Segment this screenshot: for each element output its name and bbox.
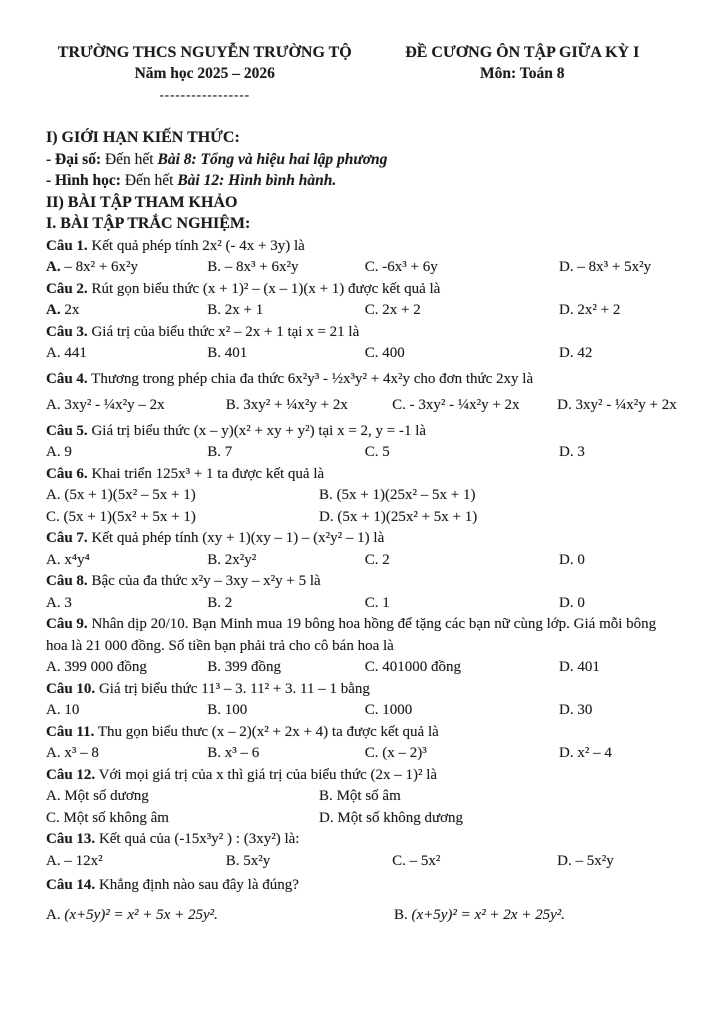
option-a [46, 657, 207, 679]
question-2 [46, 279, 681, 322]
option-c-text: 1000 [378, 702, 413, 718]
section2-heading: II) BÀI TẬP THAM KHẢO [46, 193, 238, 211]
option-c-text: 2x + 2 [378, 302, 421, 318]
option-c-text: -6x³ + 6y [378, 259, 438, 275]
option-a-letter: A. [46, 397, 61, 413]
option-a-text: – 8x² + 6x²y [60, 259, 139, 275]
question-4-label: Câu 4. [46, 370, 88, 387]
option-a [46, 905, 394, 927]
option-b-text: Một số âm [332, 788, 401, 804]
option-a [46, 300, 207, 322]
question-10 [46, 679, 681, 722]
geometry-label: - Hình học: [46, 172, 121, 189]
question-9-stem [46, 614, 681, 657]
question-7-text: Kết quả phép tính (xy + 1)(xy – 1) – (x²y² – 1) là [87, 530, 385, 546]
option-c-letter: C. [364, 551, 379, 568]
option-d [557, 851, 681, 873]
option-a-letter: A. [46, 745, 61, 761]
option-c [46, 808, 319, 830]
question-13-options [46, 851, 681, 873]
option-d [319, 507, 681, 529]
option-c-letter: C. [364, 345, 379, 361]
question-12-stem [46, 765, 681, 787]
option-d-letter: D. [319, 809, 334, 826]
option-a [46, 743, 207, 765]
question-6-options [46, 485, 681, 528]
option-b [207, 300, 364, 322]
option-c-letter: C. [364, 702, 379, 718]
question-2-text: Rút gọn biểu thức (x + 1)² – (x – 1)(x + 1) được kết quả là [87, 280, 441, 297]
option-d-letter: D. [559, 444, 574, 460]
option-d-letter: D. [559, 594, 574, 611]
option-a-text: (x+5y)² = x² + 5x + 25y². [60, 906, 218, 923]
option-a [46, 786, 319, 808]
option-a-text: 399 000 đồng [60, 659, 147, 675]
question-5-options [46, 442, 681, 464]
option-b-letter: B. [207, 444, 222, 460]
question-list [46, 236, 681, 927]
question-1-options [46, 257, 681, 279]
question-6 [46, 464, 681, 529]
option-b-letter: B. [207, 345, 222, 361]
option-c-letter: C. [364, 659, 379, 675]
option-d-text: 3xy² - ¼x²y + 2x [571, 397, 677, 413]
option-d-text: x² – 4 [573, 745, 612, 761]
question-5-stem [46, 421, 681, 443]
option-c [365, 657, 559, 679]
question-14-label: Câu 14. [46, 877, 96, 893]
option-a [46, 550, 207, 572]
question-9-text: Nhân dịp 20/10. Bạn Minh mua 19 bông hoa hồng để tặng các bạn nữ cùng lớp. Giá mỗi bông hoa là 21 000 đồng. Số tiền bạn phải trả cho cô bán hoa là [46, 616, 657, 654]
option-a-text: (5x + 1)(5x² – 5x + 1) [60, 487, 196, 503]
option-a-letter: A. [46, 487, 61, 503]
option-b-letter: B. [207, 302, 222, 318]
question-12-options [46, 786, 681, 829]
question-5-label: Câu 5. [46, 422, 88, 439]
question-5-text: Giá trị biểu thức (x – y)(x² + xy + y²) tại x = 2, y = -1 là [87, 422, 427, 439]
option-c-text: - 3xy² - ¼x²y + 2x [405, 397, 520, 413]
option-d-letter: D. [559, 702, 574, 718]
option-a-letter: A. [46, 345, 61, 361]
option-b-letter: B. [207, 594, 222, 611]
question-14-stem [46, 872, 681, 897]
option-b [207, 343, 364, 365]
question-1-label: Câu 1. [46, 237, 88, 254]
document-header [46, 42, 681, 105]
option-d-letter: D. [319, 508, 334, 525]
question-3-stem [46, 322, 681, 344]
algebra-mid: Đến hết [101, 150, 158, 168]
option-c [46, 507, 319, 529]
subject-line: Môn: Toán 8 [480, 65, 565, 82]
option-d [559, 550, 681, 572]
option-c-text: 2 [378, 551, 390, 568]
option-c-text: – 5x² [405, 852, 441, 869]
question-11-label: Câu 11. [46, 723, 95, 740]
option-d-text: 0 [573, 551, 585, 568]
option-c [365, 700, 559, 722]
question-10-options [46, 700, 681, 722]
option-d-letter: D. [557, 397, 572, 413]
question-10-label: Câu 10. [46, 680, 96, 697]
option-a-letter: A. [46, 702, 61, 718]
limit-heading: I) GIỚI HẠN KIẾN THỨC: [46, 129, 240, 146]
option-b-text: 2 [221, 594, 233, 611]
option-c [365, 550, 559, 572]
option-b-letter: B. [207, 659, 222, 675]
option-a-letter: A. [46, 551, 61, 568]
algebra-scope-line [46, 149, 681, 171]
question-13-label: Câu 13. [46, 831, 96, 847]
option-a [46, 257, 207, 279]
option-a-text: x⁴y⁴ [60, 551, 90, 568]
question-3-options [46, 343, 681, 365]
option-d-letter: D. [559, 259, 574, 275]
option-b-letter: B. [319, 487, 333, 503]
option-a-letter: A. [46, 259, 61, 275]
option-a-text: x³ – 8 [60, 745, 99, 761]
option-c [392, 395, 557, 417]
option-a [46, 593, 207, 615]
question-4-text: Thương trong phép chia đa thức 6x²y³ - ½x³y² + 4x²y cho đơn thức 2xy là [87, 370, 534, 387]
option-b [207, 257, 364, 279]
question-8-stem [46, 571, 681, 593]
question-12 [46, 765, 681, 830]
algebra-label: - Đại số: [46, 150, 102, 168]
option-d-letter: D. [559, 551, 574, 568]
option-d-text: 0 [573, 594, 585, 611]
option-b-letter: B. [319, 788, 333, 804]
option-c-letter: C. [364, 745, 379, 761]
header-school-block [46, 42, 364, 105]
option-b-text: 5x²y [239, 852, 271, 869]
option-b-text: (5x + 1)(25x² – 5x + 1) [332, 487, 476, 503]
option-c [392, 851, 557, 873]
question-13-text: Kết quả của (-15x³y² ) : (3xy²) là: [95, 831, 300, 847]
option-d [319, 808, 681, 830]
question-8-label: Câu 8. [46, 573, 88, 589]
option-a-text: 9 [60, 444, 72, 460]
question-11-text: Thu gọn biểu thưc (x – 2)(x² + 2x + 4) ta được kết quả là [94, 723, 439, 740]
option-d-text: 401 [573, 659, 600, 675]
geometry-scope-line [46, 170, 681, 192]
option-b-text: 2x + 1 [221, 302, 264, 318]
option-d-text: Một số không dương [333, 809, 464, 826]
option-d-text: 42 [573, 345, 593, 361]
option-c-text: 400 [378, 345, 405, 361]
option-d [559, 743, 681, 765]
option-b-letter: B. [225, 852, 240, 869]
option-a-letter: A. [46, 659, 61, 675]
question-14-text: Khẳng định nào sau đây là đúng? [95, 877, 299, 893]
question-2-stem [46, 279, 681, 301]
header-title-block [364, 42, 682, 105]
question-3 [46, 322, 681, 365]
question-12-label: Câu 12. [46, 766, 96, 783]
option-d [559, 442, 681, 464]
option-d-text: (5x + 1)(25x² + 5x + 1) [333, 508, 478, 525]
option-a [46, 485, 319, 507]
option-c [365, 343, 559, 365]
option-d [559, 300, 681, 322]
option-c-letter: C. [46, 809, 60, 826]
option-c [365, 442, 559, 464]
question-9-options [46, 657, 681, 679]
option-b-text: x³ – 6 [221, 745, 260, 761]
option-d-text: 30 [573, 702, 593, 718]
question-14 [46, 872, 681, 926]
option-b [319, 485, 681, 507]
question-9-label: Câu 9. [46, 616, 88, 632]
option-a-letter: A. [46, 302, 61, 318]
option-a-text: 3xy² - ¼x²y – 2x [60, 397, 165, 413]
option-d-text: – 8x³ + 5x²y [573, 259, 652, 275]
option-c-text: 1 [378, 594, 390, 611]
question-11-options [46, 743, 681, 765]
header-divider-dashes: ----------------- [159, 87, 251, 102]
mc-heading: I. BÀI TẬP TRẮC NGHIỆM: [46, 215, 251, 232]
option-b [394, 905, 681, 927]
option-d [557, 395, 681, 417]
option-b-text: – 8x³ + 6x²y [221, 259, 299, 275]
question-6-label: Câu 6. [46, 465, 88, 482]
option-a-text: 3 [60, 594, 72, 611]
option-b-letter: B. [207, 551, 222, 568]
algebra-lesson: Bài 8: Tổng và hiệu hai lập phương [157, 150, 388, 168]
question-8-text: Bậc của đa thức x²y – 3xy – x²y + 5 là [87, 573, 321, 589]
question-7-label: Câu 7. [46, 530, 88, 546]
option-a [46, 442, 207, 464]
option-d [559, 343, 681, 365]
option-c [365, 743, 559, 765]
option-c-text: (5x + 1)(5x² + 5x + 1) [59, 508, 196, 525]
option-c-text: Một số không âm [59, 809, 169, 826]
question-4-options [46, 395, 681, 421]
question-10-text: Giá trị biểu thức 11³ – 3. 11² + 3. 11 – 1 bằng [95, 680, 370, 697]
option-b [207, 593, 364, 615]
option-b-text: 2x²y² [221, 551, 257, 568]
option-d [559, 657, 681, 679]
option-b [207, 700, 364, 722]
option-c-text: (x – 2)³ [378, 745, 427, 761]
option-b-text: 401 [221, 345, 248, 361]
option-c-text: 5 [378, 444, 390, 460]
question-7-stem [46, 528, 681, 550]
option-d [559, 700, 681, 722]
option-c-letter: C. [392, 852, 406, 869]
question-1 [46, 236, 681, 279]
question-11 [46, 722, 681, 765]
option-b [207, 657, 364, 679]
option-a-text: 10 [60, 702, 80, 718]
option-d-letter: D. [559, 302, 574, 318]
option-d-letter: D. [559, 745, 574, 761]
option-a [46, 395, 226, 417]
geometry-lesson: Bài 12: Hình bình hành. [177, 172, 337, 189]
question-12-text: Với mọi giá trị của x thì giá trị của biểu thức (2x – 1)² là [95, 766, 438, 783]
question-14-options [46, 897, 681, 927]
question-8-options [46, 593, 681, 615]
option-b-letter: B. [393, 906, 408, 923]
option-b [207, 550, 364, 572]
question-2-options [46, 300, 681, 322]
option-c-letter: C. [46, 508, 60, 525]
option-a-letter: A. [46, 788, 61, 804]
question-8 [46, 571, 681, 614]
question-7-options [46, 550, 681, 572]
option-b [226, 395, 392, 417]
question-6-stem [46, 464, 681, 486]
option-b-letter: B. [207, 259, 222, 275]
option-b [207, 743, 364, 765]
option-a [46, 851, 226, 873]
option-a-text: 2x [60, 302, 80, 318]
question-13 [46, 829, 681, 872]
option-c-letter: C. [364, 594, 379, 611]
question-4-stem [46, 365, 681, 396]
question-10-stem [46, 679, 681, 701]
question-5 [46, 421, 681, 464]
option-b-text: 3xy² + ¼x²y + 2x [239, 397, 348, 413]
option-b-letter: B. [207, 745, 222, 761]
school-name: TRƯỜNG THCS NGUYỄN TRƯỜNG TỘ [57, 44, 352, 61]
option-b-letter: B. [225, 397, 240, 413]
option-d-text: – 5x²y [571, 852, 614, 869]
option-c [365, 593, 559, 615]
option-b [226, 851, 392, 873]
question-2-label: Câu 2. [46, 280, 88, 297]
option-b-text: 100 [221, 702, 248, 718]
question-3-text: Giá trị của biểu thức x² – 2x + 1 tại x = 21 là [87, 323, 360, 340]
question-1-text: Kết quả phép tính 2x² (- 4x + 3y) là [87, 237, 305, 254]
option-d-letter: D. [559, 659, 574, 675]
option-b [319, 786, 681, 808]
option-d [559, 593, 681, 615]
option-a-letter: A. [46, 594, 61, 611]
question-3-label: Câu 3. [46, 323, 88, 340]
question-9 [46, 614, 681, 679]
option-c-letter: C. [364, 444, 379, 460]
option-d [559, 257, 681, 279]
option-c-text: 401000 đồng [378, 659, 462, 675]
option-a-text: 441 [60, 345, 87, 361]
option-a [46, 343, 207, 365]
option-c [365, 257, 559, 279]
question-7 [46, 528, 681, 571]
option-a-text: – 12x² [60, 852, 103, 869]
option-a-letter: A. [46, 852, 61, 869]
option-c [365, 300, 559, 322]
option-a-text: Một số dương [60, 788, 149, 804]
document-title: ĐỀ CƯƠNG ÔN TẬP GIỮA KỲ I [405, 44, 640, 61]
option-a-letter: A. [46, 906, 61, 923]
option-d-text: 3 [573, 444, 585, 460]
option-c-letter: C. [392, 397, 406, 413]
option-b-text: 7 [221, 444, 233, 460]
question-6-text: Khai triển 125x³ + 1 ta được kết quả là [87, 465, 325, 482]
question-11-stem [46, 722, 681, 744]
question-4 [46, 365, 681, 421]
option-a [46, 700, 207, 722]
option-d-text: 2x² + 2 [573, 302, 621, 318]
option-b [207, 442, 364, 464]
question-1-stem [46, 236, 681, 258]
knowledge-scope-section [46, 127, 681, 235]
option-a-letter: A. [46, 444, 61, 460]
option-d-letter: D. [559, 345, 574, 361]
geometry-mid: Đến hết [120, 172, 178, 189]
school-year: Năm học 2025 – 2026 [134, 65, 275, 82]
option-b-text: 399 đồng [221, 659, 282, 675]
option-d-letter: D. [557, 852, 572, 869]
option-c-letter: C. [364, 259, 379, 275]
question-13-stem [46, 829, 681, 851]
option-b-text: (x+5y)² = x² + 2x + 25y². [407, 906, 565, 923]
option-c-letter: C. [364, 302, 379, 318]
option-b-letter: B. [207, 702, 222, 718]
